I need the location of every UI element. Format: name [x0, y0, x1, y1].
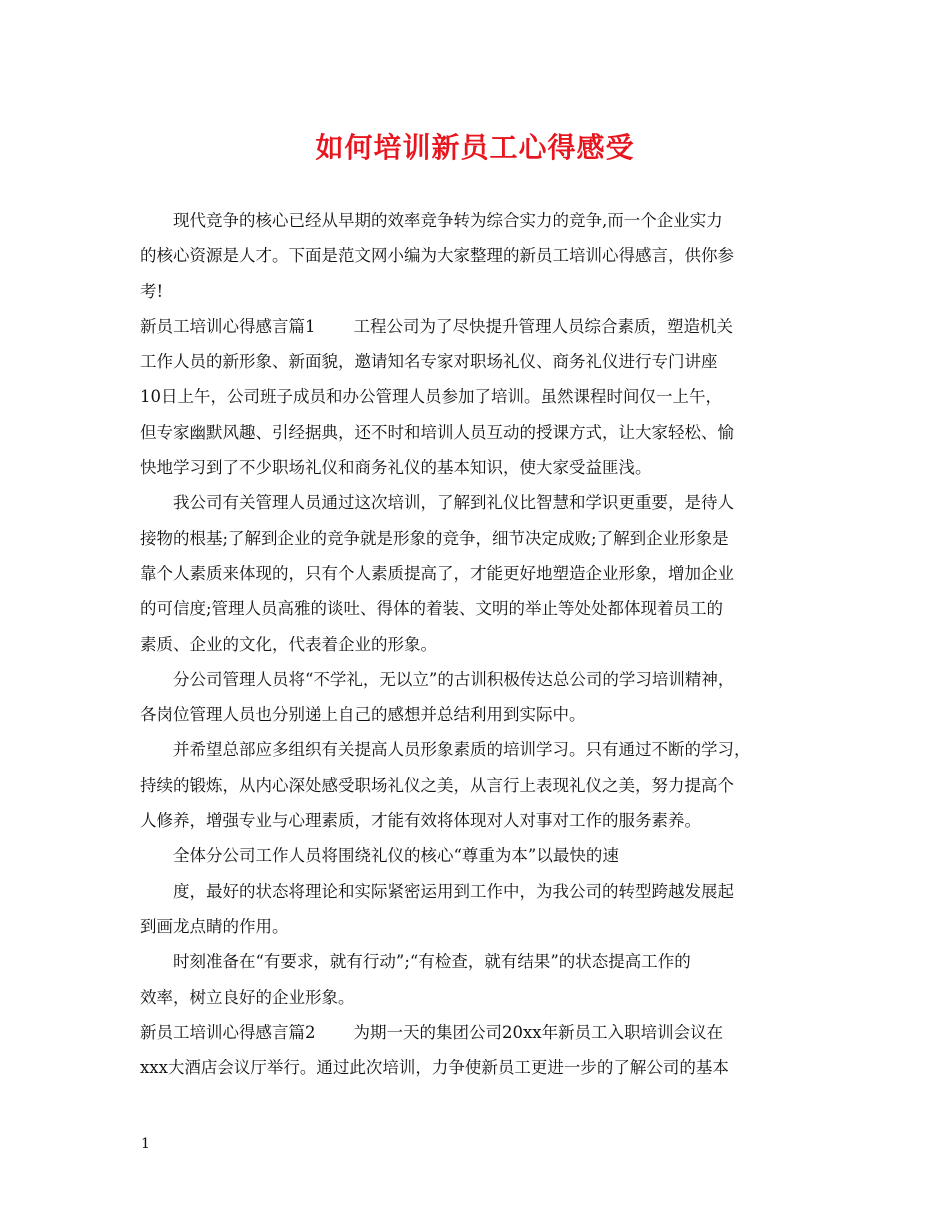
- line-text: 但专家幽默风趣、引经据典，还不时和培训人员互动的授课方式，让大家轻松、愉: [140, 422, 734, 442]
- section-label: 新员工培训心得感言篇2: [140, 1022, 316, 1042]
- body-text-line: [140, 274, 820, 309]
- body-text-line: [140, 732, 820, 767]
- line-text: 持续的锻炼，从内心深处感受职场礼仪之美，从言行上表现礼仪之美，努力提高个: [140, 775, 734, 795]
- body-text-line: [140, 980, 820, 1015]
- line-text: 靠个人素质来体现的，只有个人素质提高了，才能更好地塑造企业形象，增加企业: [140, 563, 734, 583]
- body-text-line: [140, 944, 820, 979]
- document-body: [140, 203, 820, 1085]
- line-text: 到画龙点睛的作用。: [140, 916, 289, 936]
- section-heading-line: [140, 1015, 820, 1050]
- line-text: 的可信度;管理人员高雅的谈吐、得体的着装、文明的举止等处处都体现着员工的: [140, 599, 724, 619]
- body-text-line: [140, 238, 820, 273]
- body-text-line: [140, 203, 820, 238]
- body-text-line: [140, 627, 820, 662]
- document-title: 如何培训新员工心得感受: [315, 131, 635, 164]
- line-text: 现代竞争的核心已经从早期的效率竞争转为综合实力的竞争,而一个企业实力: [173, 211, 723, 230]
- body-text-line: [140, 697, 820, 732]
- line-text: 考!: [140, 281, 164, 301]
- body-text-line: [140, 768, 820, 803]
- body-text-line: [140, 450, 820, 485]
- body-text-line: [140, 909, 820, 944]
- line-text: 为期一天的集团公司20xx年新员工入职培训会议在: [353, 1022, 724, 1042]
- line-text: 我公司有关管理人员通过这次培训，了解到礼仪比智慧和学识更重要，是待人: [173, 493, 734, 513]
- body-text-line: [140, 591, 820, 626]
- body-text-line: [140, 662, 820, 697]
- line-text: 效率，树立良好的企业形象。: [140, 987, 355, 1007]
- line-text: 工程公司为了尽快提升管理人员综合素质，塑造机关: [353, 316, 733, 336]
- body-text-line: [140, 1050, 820, 1085]
- line-text: 人修养，增强专业与心理素质，才能有效将体现对人对事对工作的服务素养。: [140, 811, 701, 831]
- body-text-line: [140, 521, 820, 556]
- line-text: 接物的根基;了解到企业的竞争就是形象的竞争，细节决定成败;了解到企业形象是: [140, 528, 729, 548]
- line-text: 分公司管理人员将“不学礼，无以立”的古训积极传达总公司的学习培训精神，: [173, 669, 735, 689]
- body-text-line: [140, 415, 820, 450]
- line-text: 工作人员的新形象、新面貌，邀请知名专家对职场礼仪、商务礼仪进行专门讲座: [140, 352, 718, 372]
- section-label: 新员工培训心得感言篇1: [140, 316, 316, 336]
- line-text: 素质、企业的文化，代表着企业的形象。: [140, 634, 437, 654]
- body-text-line: [140, 874, 820, 909]
- body-text-line: [140, 838, 820, 873]
- line-text: 时刻准备在“有要求，就有行动”;“有检查，就有结果”的状态提高工作的: [173, 952, 691, 972]
- section-heading-line: [140, 309, 820, 344]
- body-text-line: [140, 803, 820, 838]
- body-text-line: [140, 485, 820, 520]
- line-text: 全体分公司工作人员将围绕礼仪的核心“尊重为本”以最快的速: [173, 846, 619, 866]
- page-number: 1: [141, 1136, 150, 1152]
- line-text: 各岗位管理人员也分别递上自己的感想并总结利用到实际中。: [140, 705, 586, 725]
- line-text: 度，最好的状态将理论和实际紧密运用到工作中，为我公司的转型跨越发展起: [173, 881, 734, 901]
- line-text: 10日上午，公司班子成员和办公管理人员参加了培训。虽然课程时间仅一上午，: [140, 387, 722, 407]
- body-text-line: [140, 379, 820, 414]
- body-text-line: [140, 344, 820, 379]
- line-text: 的核心资源是人才。下面是范文网小编为大家整理的新员工培训心得感言，供你参: [140, 246, 734, 266]
- line-text: xxx大酒店会议厅举行。通过此次培训，力争使新员工更进一步的了解公司的基本: [140, 1058, 729, 1078]
- line-text: 快地学习到了不少职场礼仪和商务礼仪的基本知识，使大家受益匪浅。: [140, 458, 652, 478]
- line-text: 并希望总部应多组织有关提高人员形象素质的培训学习。只有通过不断的学习，: [173, 740, 751, 760]
- body-text-line: [140, 556, 820, 591]
